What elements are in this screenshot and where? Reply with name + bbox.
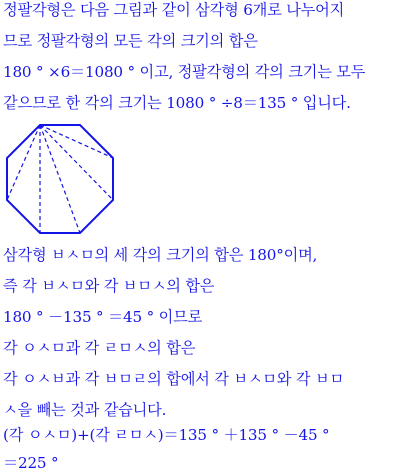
- text-line-12: ＝225 °: [3, 454, 59, 472]
- text-line-2: 므로 정팔각형의 모든 각의 크기의 합은: [3, 32, 258, 50]
- text-line-3: 180 ° ×6＝1080 ° 이고, 정팔각형의 각의 크기는 모두: [3, 63, 366, 81]
- text-line-8: 각 ㅇㅅㅁ과 각 ㄹㅁㅅ의 합은: [3, 339, 196, 357]
- text-line-7: 180 ° －135 ° ＝45 ° 이므로: [3, 308, 203, 326]
- text-line-6: 즉 각 ㅂㅅㅁ와 각 ㅂㅁㅅ의 합은: [3, 277, 215, 295]
- diagonal-4: [40, 125, 113, 200]
- text-line-1: 정팔각형은 다음 그림과 같이 삼각형 6개로 나누어지: [3, 1, 345, 19]
- octagon-figure: [0, 120, 120, 240]
- text-line-9: 각 ㅇㅅㅂ과 각 ㅂㅁㄹ의 합에서 각 ㅂㅅㅁ와 각 ㅂㅁ: [3, 370, 344, 388]
- text-line-5: 삼각형 ㅂㅅㅁ의 세 각의 크기의 합은 180°이며,: [3, 246, 318, 264]
- text-line-10: ㅅ을 빼는 것과 같습니다.: [3, 401, 167, 419]
- diagonal-1: [7, 125, 40, 200]
- text-line-4: 같으므로 한 각의 크기는 1080 ° ÷8＝135 ° 입니다.: [3, 94, 351, 112]
- text-line-11: (각 ㅇㅅㅁ)+(각 ㄹㅁㅅ)＝135 ° ＋135 ° －45 °: [3, 426, 330, 444]
- diagonal-3: [40, 125, 80, 233]
